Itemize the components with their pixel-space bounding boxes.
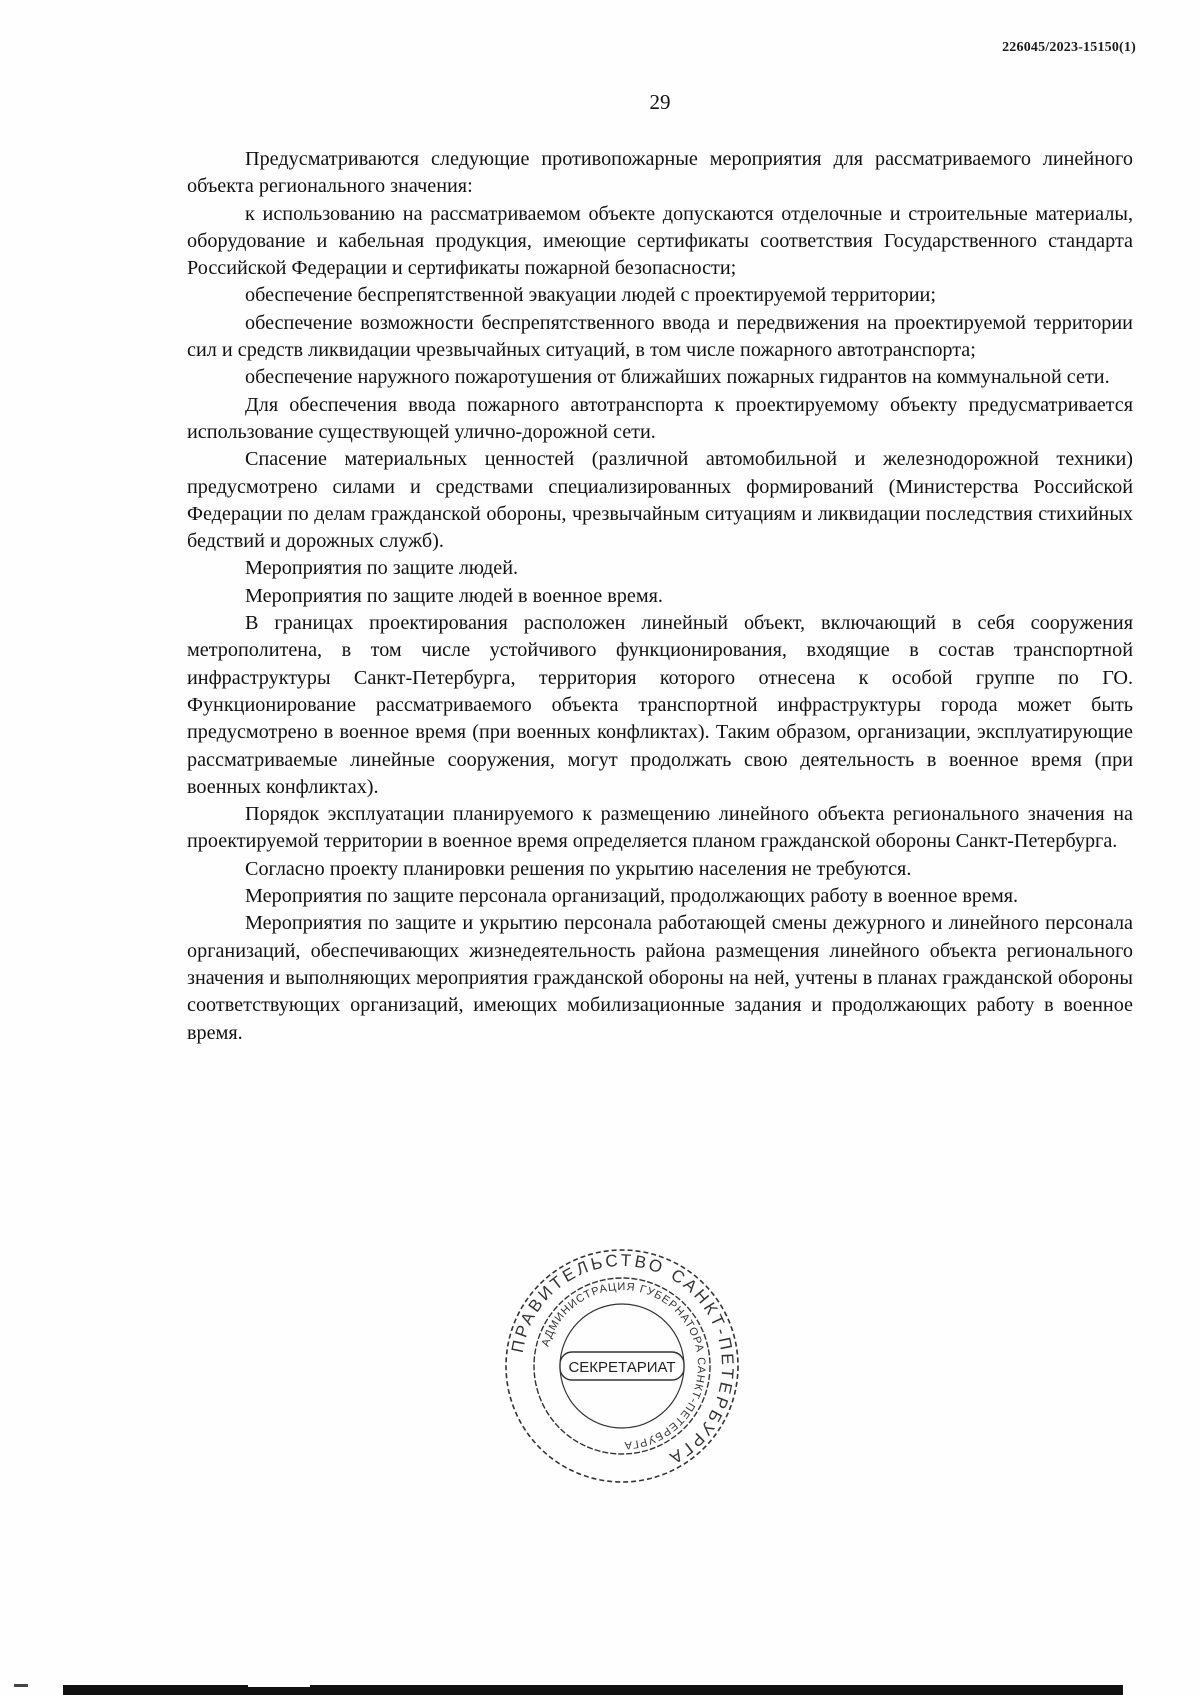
scan-bottom-bar	[63, 1685, 1123, 1695]
stamp-outer-text-path: ПРАВИТЕЛЬСТВО САНКТ-ПЕТЕРБУРГА	[507, 1250, 738, 1469]
document-body	[187, 146, 1133, 1047]
paragraph: В границах проектирования расположен линейный объект, включающий в себя сооружения метрополитена, в том числе устойчивого функционирования, входящие в состав транспортной инфраструктуры Санкт-Петербурга, территория которого отнесена к особой группе по ГО. Функционирование рассматриваемого объекта транспортной инфраструктуры города может быть предусмотрено в военное время (при военных конфликтах). Таким образом, организации, эксплуатирующие рассматриваемые линейные сооружения, могут продолжать свою деятельность в военное время (при военных конфликтах).	[187, 612, 1133, 798]
paragraph: Согласно проекту планировки решения по укрытию населения не требуются.	[245, 857, 912, 880]
scan-bottom-notch	[248, 1683, 310, 1687]
paragraph: к использованию на рассматриваемом объекте допускаются отделочные и строительные материалы, оборудование и кабельная продукция, имеющие сертификаты соответствия Государственного стандарта Российской Федерации и сертификаты пожарной безопасности;	[187, 202, 1133, 280]
paragraph: Для обеспечения ввода пожарного автотранспорта к проектируемому объекту предусматривается использование существующей улично-дорожной сети.	[187, 393, 1133, 443]
paragraph: Предусматриваются следующие противопожарные мероприятия для рассматриваемого линейного объекта регионального значения:	[187, 148, 1133, 198]
paragraph: обеспечение беспрепятственной эвакуации людей с проектируемой территории;	[245, 284, 936, 307]
scan-edge-mark	[14, 1684, 28, 1687]
paragraph: Мероприятия по защите персонала организаций, продолжающих работу в военное время.	[245, 885, 1019, 908]
stamp-center-text: СЕКРЕТАРИАТ	[568, 1359, 676, 1376]
paragraph: Спасение материальных ценностей (различной автомобильной и железнодорожной техники) предусмотрено силами и средствами специализированных формирований (Министерства Российской Федерации по делам гражданской обороны, чрезвычайным ситуациям и ликвидации последствия стихийных бедствий и дорожных служб).	[187, 448, 1133, 553]
paragraph: Мероприятия по защите людей.	[245, 557, 519, 580]
paragraph: обеспечение возможности беспрепятственного ввода и передвижения на проектируемой территории сил и средств ликвидации чрезвычайных ситуаций, в том числе пожарного автотранспорта;	[187, 311, 1133, 362]
paragraph: Мероприятия по защите и укрытию персонала работающей смены дежурного и линейного персонала организаций, обеспечивающих жизнедеятельность района размещения линейного объекта регионального значения и выполняющих мероприятия гражданской обороны на ней, учтены в планах гражданской обороны соответствующих организаций, имеющих мобилизационные задания и продолжающих работу в военное время.	[187, 912, 1133, 1044]
document-id: 226045/2023-15150(1)	[1002, 40, 1136, 55]
page-number: 29	[649, 90, 671, 114]
paragraph: Порядок эксплуатации планируемого к размещению линейного объекта регионального значения на проектируемой территории в военное время определяется планом гражданской обороны Санкт-Петербурга.	[187, 803, 1133, 853]
paragraph: обеспечение наружного пожаротушения от ближайших пожарных гидрантов на коммунальной сети.	[245, 366, 1110, 389]
stamp-inner-text-path: АДМИНИСТРАЦИЯ ГУБЕРНАТОРА САНКТ-ПЕТЕРБУРГА	[539, 1280, 708, 1452]
paragraph: Мероприятия по защите людей в военное время.	[245, 584, 663, 607]
official-seal-stamp	[502, 1246, 742, 1486]
